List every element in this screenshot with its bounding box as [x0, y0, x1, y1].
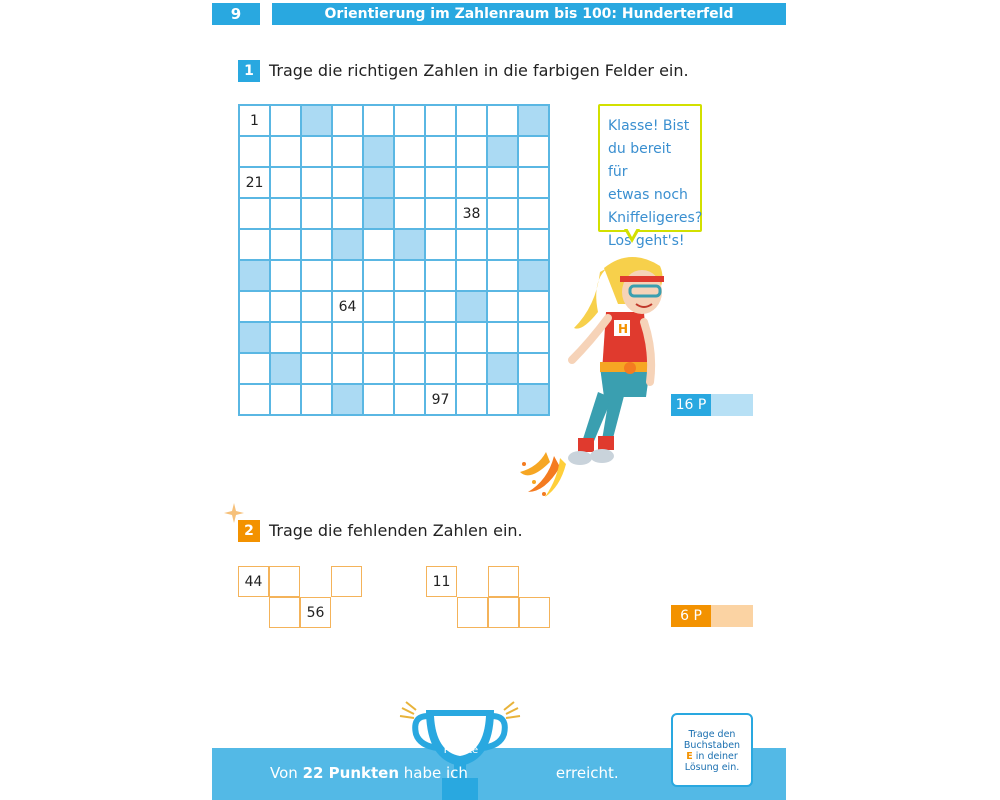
- grid-cell: [364, 323, 395, 354]
- grid-cell: [271, 385, 302, 416]
- grid-cell: [302, 292, 333, 323]
- puzzle-1-cell-blank[interactable]: [269, 566, 300, 597]
- puzzle-2-cell-blank[interactable]: [488, 597, 519, 628]
- grid-cell: [271, 292, 302, 323]
- grid-cell: [395, 354, 426, 385]
- puzzle-2-cell-blank[interactable]: [457, 597, 488, 628]
- grid-cell: [333, 168, 364, 199]
- grid-cell: [271, 323, 302, 354]
- svg-text:H: H: [618, 322, 629, 336]
- task-1-instruction: Trage die richtigen Zahlen in die farbigen Felder ein.: [269, 61, 689, 80]
- grid-cell-colored[interactable]: [364, 137, 395, 168]
- grid-cell: [519, 199, 550, 230]
- grid-cell: [240, 292, 271, 323]
- grid-cell: [395, 385, 426, 416]
- grid-cell: [271, 199, 302, 230]
- grid-cell: [302, 199, 333, 230]
- grid-cell: [426, 323, 457, 354]
- grid-cell-colored[interactable]: [488, 137, 519, 168]
- grid-cell: [488, 230, 519, 261]
- grid-cell: [488, 385, 519, 416]
- grid-cell: [519, 168, 550, 199]
- speech-bubble: Klasse! Bist du bereit für etwas noch Kniffeligeres? Los geht's!: [598, 104, 702, 232]
- grid-cell: [302, 354, 333, 385]
- grid-cell-given: 97: [426, 385, 457, 416]
- grid-cell: [364, 106, 395, 137]
- grid-cell: [457, 137, 488, 168]
- page-title: Orientierung im Zahlenraum bis 100: Hunderterfeld: [272, 3, 786, 25]
- grid-cell-given: 38: [457, 199, 488, 230]
- grid-cell: [457, 354, 488, 385]
- grid-cell: [302, 137, 333, 168]
- grid-cell-colored[interactable]: [488, 354, 519, 385]
- grid-cell: [426, 354, 457, 385]
- grid-cell: [364, 230, 395, 261]
- grid-cell: [240, 137, 271, 168]
- footer-text: [270, 764, 619, 782]
- hint-line: in deiner: [692, 751, 738, 762]
- footer-text-before: Von: [270, 764, 303, 782]
- grid-cell: [240, 354, 271, 385]
- grid-cell: [333, 323, 364, 354]
- grid-cell-colored[interactable]: [364, 199, 395, 230]
- puzzle-2-cell-blank[interactable]: [488, 566, 519, 597]
- hundred-grid: [238, 104, 550, 416]
- grid-cell: [488, 323, 519, 354]
- grid-cell: [457, 168, 488, 199]
- puzzle-1-cell-given: 56: [300, 597, 331, 628]
- grid-cell-colored[interactable]: [333, 385, 364, 416]
- letter-hint-box: [671, 713, 753, 787]
- grid-cell: [426, 199, 457, 230]
- grid-cell: [426, 261, 457, 292]
- grid-cell: [302, 385, 333, 416]
- grid-cell: [395, 261, 426, 292]
- grid-cell: [488, 168, 519, 199]
- puzzle-2-cell-given: 11: [426, 566, 457, 597]
- trophy-label: Punkte: [443, 745, 479, 756]
- task-1-points: [671, 394, 753, 416]
- footer-text-middle: habe ich: [399, 764, 468, 782]
- footer-points-bold: 22 Punkten: [302, 764, 400, 782]
- task-2-instruction: Trage die fehlenden Zahlen ein.: [269, 521, 523, 540]
- flying-girl-illustration: [520, 242, 690, 502]
- grid-cell: [426, 137, 457, 168]
- grid-cell-given: 64: [333, 292, 364, 323]
- grid-cell: [457, 323, 488, 354]
- task-2-points-label: 6 P: [671, 605, 711, 627]
- grid-cell: [488, 199, 519, 230]
- grid-cell-colored[interactable]: [395, 230, 426, 261]
- grid-cell: [333, 137, 364, 168]
- grid-cell: [364, 354, 395, 385]
- grid-cell-colored[interactable]: [240, 261, 271, 292]
- hint-line: Buchstaben: [683, 740, 741, 751]
- grid-cell: [271, 230, 302, 261]
- grid-cell: [364, 261, 395, 292]
- grid-cell: [240, 385, 271, 416]
- grid-cell: [395, 168, 426, 199]
- grid-cell: [364, 292, 395, 323]
- grid-cell: [426, 230, 457, 261]
- task-1-points-label: 16 P: [671, 394, 711, 416]
- grid-cell: [395, 106, 426, 137]
- hint-letter: E: [686, 751, 693, 762]
- grid-cell: [457, 106, 488, 137]
- grid-cell: [395, 323, 426, 354]
- hint-line: Lösung ein.: [684, 762, 740, 773]
- grid-cell: [240, 230, 271, 261]
- puzzle-1-cell-blank[interactable]: [331, 566, 362, 597]
- grid-cell: [240, 199, 271, 230]
- footer-text-after: erreicht.: [555, 764, 619, 782]
- grid-cell: [302, 168, 333, 199]
- grid-cell: [333, 199, 364, 230]
- grid-cell: [426, 168, 457, 199]
- grid-cell: [488, 261, 519, 292]
- grid-cell: [488, 292, 519, 323]
- task-2-points: [671, 605, 753, 627]
- grid-cell: [271, 261, 302, 292]
- grid-cell: [395, 292, 426, 323]
- task-1-points-field[interactable]: [711, 394, 753, 416]
- grid-cell: [457, 230, 488, 261]
- grid-cell: [457, 385, 488, 416]
- task-1-badge: 1: [238, 60, 260, 82]
- task-2-points-field[interactable]: [711, 605, 753, 627]
- puzzle-2-cell-blank[interactable]: [519, 597, 550, 628]
- grid-cell-colored[interactable]: [302, 106, 333, 137]
- grid-cell: [426, 292, 457, 323]
- grid-cell: [271, 168, 302, 199]
- grid-cell: [271, 137, 302, 168]
- grid-cell-colored[interactable]: [240, 323, 271, 354]
- task-2-badge: 2: [238, 520, 260, 542]
- grid-cell: [426, 106, 457, 137]
- grid-cell-given: 21: [240, 168, 271, 199]
- grid-cell: [333, 354, 364, 385]
- page-number: 9: [212, 3, 260, 25]
- grid-cell: [271, 106, 302, 137]
- puzzle-1-cell-blank[interactable]: [269, 597, 300, 628]
- grid-cell-colored[interactable]: [457, 292, 488, 323]
- grid-cell: [457, 261, 488, 292]
- grid-cell: [364, 385, 395, 416]
- grid-cell: [302, 323, 333, 354]
- grid-cell: [395, 137, 426, 168]
- grid-cell: [488, 106, 519, 137]
- grid-cell-colored[interactable]: [519, 106, 550, 137]
- puzzle-1-cell-given: 44: [238, 566, 269, 597]
- grid-cell: [333, 261, 364, 292]
- grid-cell: [302, 230, 333, 261]
- grid-cell: [333, 106, 364, 137]
- grid-cell-colored[interactable]: [364, 168, 395, 199]
- grid-cell-colored[interactable]: [333, 230, 364, 261]
- grid-cell-given: 1: [240, 106, 271, 137]
- grid-cell: [302, 261, 333, 292]
- hint-line: Trage den: [688, 729, 736, 740]
- grid-cell-colored[interactable]: [271, 354, 302, 385]
- grid-cell: [519, 137, 550, 168]
- grid-cell: [395, 199, 426, 230]
